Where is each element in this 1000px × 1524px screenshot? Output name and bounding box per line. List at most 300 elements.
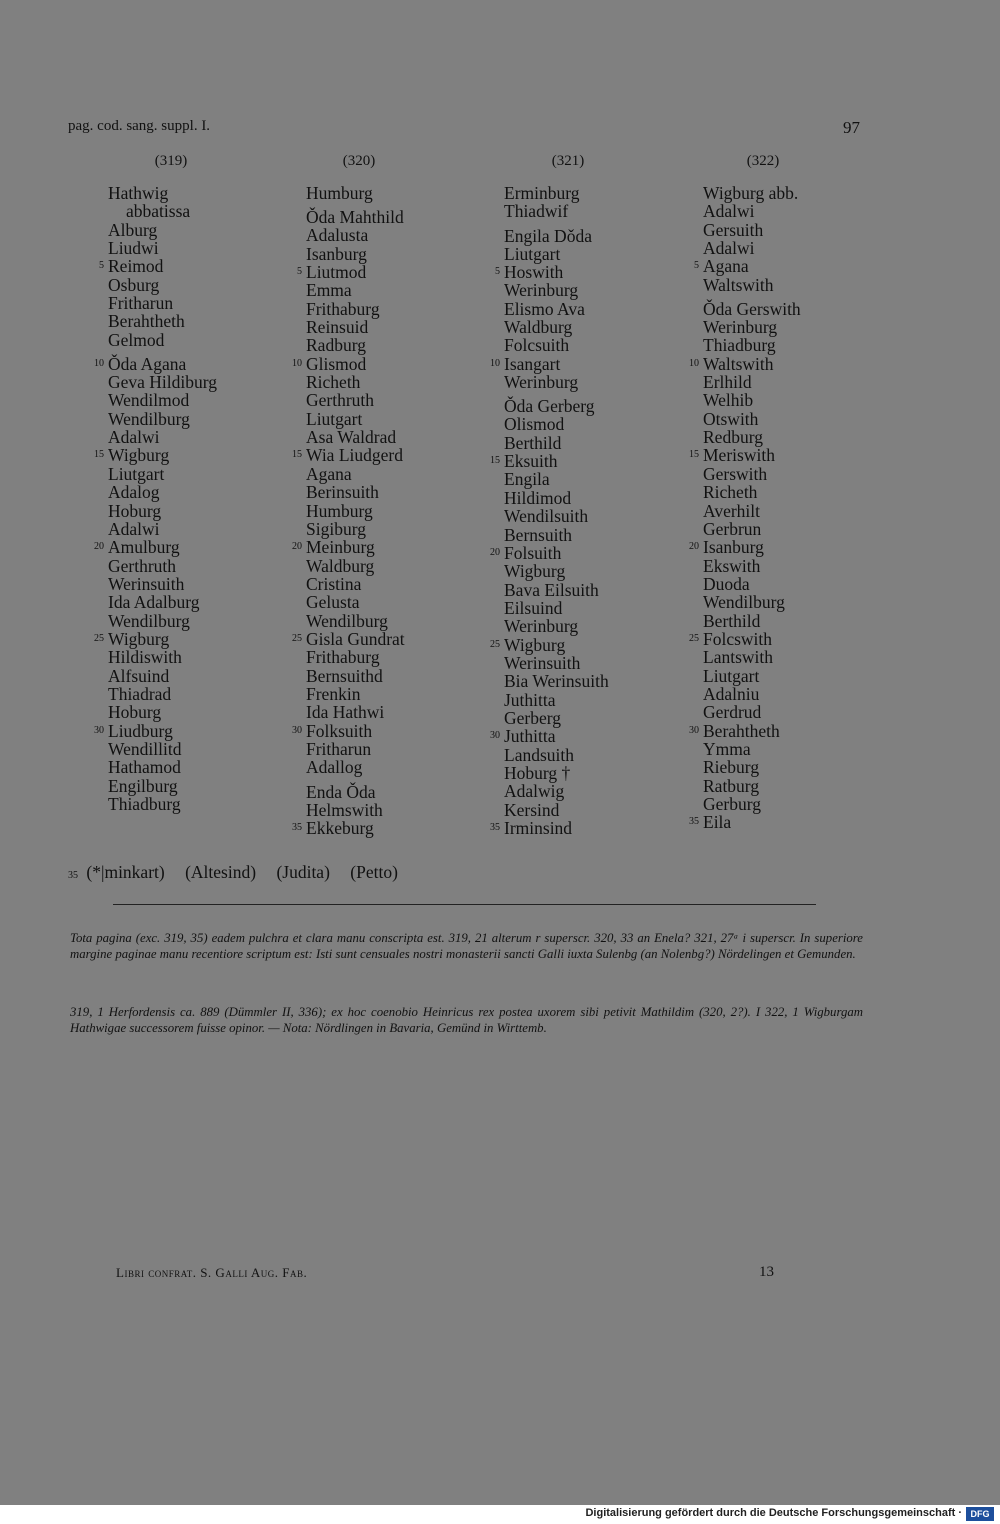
name-text: Enda Ǒda xyxy=(306,781,376,802)
name-text: Richeth xyxy=(306,372,361,393)
name-text: Amulburg xyxy=(108,537,180,558)
name-text: Werinburg xyxy=(504,372,579,393)
name-text: Lantswith xyxy=(703,647,773,668)
name-column xyxy=(292,183,506,838)
name-entry xyxy=(689,537,903,558)
line-number: 35 xyxy=(490,822,500,833)
name-text: Werinburg xyxy=(703,317,778,338)
name-entry xyxy=(504,245,704,263)
column-heading: (321) xyxy=(551,153,585,169)
name-text: Wendilburg xyxy=(108,610,190,631)
name-entry xyxy=(504,746,704,764)
name-entry xyxy=(495,262,704,283)
name-entry xyxy=(703,685,903,703)
name-entry xyxy=(703,758,903,776)
name-text: Frithaburg xyxy=(306,647,380,668)
name-text: Gerthruth xyxy=(108,555,177,576)
name-text: Hoburg xyxy=(108,500,162,521)
name-text: Osburg xyxy=(108,274,160,295)
line-number: 10 xyxy=(94,358,104,370)
footnote-2: 319, 1 Herfordensis ca. 889 (Dümmler II, 336); ex hoc coenobio Heinricus rex postea uxorem sibi petivit Mathildim (320, 2?). I 322, 1 Wigburgam Hathwigae successorem fuisse opinor. — Nota: Nördlingen in Bavaria, Gemünd in Wirttemb. xyxy=(70,1005,863,1035)
name-entry xyxy=(306,428,506,446)
name-entry xyxy=(306,391,506,409)
name-text: Folcswith xyxy=(703,628,773,649)
name-text: Ǒda Gerberg xyxy=(504,396,595,417)
name-entry xyxy=(504,373,704,391)
name-entry xyxy=(504,691,704,709)
name-text: Kersind xyxy=(504,799,560,820)
name-entry xyxy=(490,634,704,655)
name-entry xyxy=(108,612,308,630)
name-text: Wigburg xyxy=(108,628,170,649)
name-text: Wendilsuith xyxy=(504,506,589,527)
name-text: Ǒda Agana xyxy=(108,354,187,375)
name-text: Welhib xyxy=(703,390,754,411)
line-number: 25 xyxy=(94,632,104,644)
name-entry xyxy=(108,667,308,685)
name-text: Gerswith xyxy=(703,463,768,484)
name-text: Wia Liudgerd xyxy=(306,445,403,466)
name-entry xyxy=(306,483,506,501)
name-entry xyxy=(108,740,308,758)
name-text: Adallog xyxy=(306,757,363,778)
name-entry xyxy=(94,445,308,466)
line-number: 35 xyxy=(689,816,699,828)
name-entry xyxy=(490,726,704,747)
name-text: Frenkin xyxy=(306,683,361,704)
name-entry xyxy=(94,349,308,375)
name-text: Hildimod xyxy=(504,487,572,508)
column-heading: (320) xyxy=(342,153,376,169)
page-number: 97 xyxy=(843,118,860,137)
name-column xyxy=(94,183,308,814)
name-entry xyxy=(703,795,903,813)
name-text: Hildiswith xyxy=(108,647,182,668)
line-number: 25 xyxy=(689,632,699,644)
name-entry xyxy=(306,758,506,776)
name-text: Gelusta xyxy=(306,592,360,613)
name-entry xyxy=(703,520,903,538)
name-text: Ida Hathwi xyxy=(306,702,385,723)
name-text: Folcsuith xyxy=(504,335,570,356)
name-text: Liutgart xyxy=(108,463,165,484)
name-text: Ida Adalburg xyxy=(108,592,200,613)
name-text: Isanburg xyxy=(306,243,367,264)
name-text: Engila xyxy=(504,469,550,490)
name-entry xyxy=(703,575,903,593)
bottom-entry: (*|minkart) xyxy=(86,862,165,882)
name-entry xyxy=(306,318,506,336)
name-entry xyxy=(703,612,903,630)
name-text: Eilsuind xyxy=(504,597,563,618)
bottom-entry: (Altesind) xyxy=(185,862,257,882)
name-text: Wigburg xyxy=(504,561,566,582)
name-text: Adalniu xyxy=(703,683,760,704)
name-text: Thiadburg xyxy=(108,794,181,814)
name-entry xyxy=(504,581,704,599)
name-entry xyxy=(306,648,506,666)
name-entry xyxy=(306,667,506,685)
name-text: Humburg xyxy=(306,500,373,521)
name-entry xyxy=(108,520,308,538)
name-text: Liutgart xyxy=(306,408,363,429)
line-number: 15 xyxy=(689,449,699,461)
name-text: Werinburg xyxy=(504,280,579,301)
name-entry xyxy=(108,703,308,721)
name-entry xyxy=(703,667,903,685)
line-number: 30 xyxy=(490,730,500,742)
name-text: Engilburg xyxy=(108,775,178,796)
name-entry xyxy=(490,818,704,838)
name-entry xyxy=(292,445,506,466)
name-text: Isangart xyxy=(504,353,561,374)
name-text: Gelmod xyxy=(108,329,165,350)
name-text: Agana xyxy=(703,256,749,277)
name-text: Duoda xyxy=(703,573,750,594)
name-entry xyxy=(504,489,704,507)
name-entry xyxy=(490,353,704,374)
name-entry xyxy=(108,294,308,312)
line-number: 25 xyxy=(292,632,302,644)
name-text: Liudwi xyxy=(108,238,159,259)
name-entry xyxy=(703,336,903,354)
name-text: Berahtheth xyxy=(703,720,780,741)
name-entry xyxy=(703,465,903,483)
name-entry xyxy=(504,202,704,220)
name-entry xyxy=(108,593,308,611)
name-entry xyxy=(689,353,903,374)
name-entry xyxy=(297,262,506,283)
name-entry xyxy=(703,648,903,666)
name-text: Gerthruth xyxy=(306,390,375,411)
name-text: Geva Hildiburg xyxy=(108,372,218,393)
name-entry xyxy=(689,445,903,466)
name-text: Gerberg xyxy=(504,707,562,728)
name-entry xyxy=(306,465,506,483)
name-entry xyxy=(504,184,704,202)
name-entry xyxy=(108,391,308,409)
name-entry xyxy=(108,758,308,776)
name-text: Erminburg xyxy=(504,183,580,203)
line-number: 5 xyxy=(99,260,104,272)
line-number: 5 xyxy=(297,266,302,278)
name-column xyxy=(689,183,903,833)
dfg-logo-icon: DFG xyxy=(966,1507,994,1521)
name-entry xyxy=(108,557,308,575)
name-text: Ekswith xyxy=(703,555,761,576)
name-entry xyxy=(703,483,903,501)
bottom-entry: (Petto) xyxy=(350,862,398,882)
name-entry xyxy=(689,812,903,833)
footer-title: Libri confrat. S. Galli Aug. Fab. xyxy=(116,1265,308,1280)
name-entry xyxy=(108,465,308,483)
name-entry xyxy=(490,451,704,472)
name-text: Hoswith xyxy=(504,262,564,283)
name-text: Berthild xyxy=(703,610,761,631)
name-text: Wigburg xyxy=(504,634,566,655)
name-text: Werinsuith xyxy=(504,652,581,673)
running-header: pag. cod. sang. suppl. I. xyxy=(68,118,211,134)
name-text: Bernsuith xyxy=(504,524,573,545)
name-entry xyxy=(703,184,903,202)
name-text: Waltswith xyxy=(703,353,774,374)
name-text: Wigburg xyxy=(108,445,170,466)
name-text: Thiadburg xyxy=(703,335,776,356)
name-entry xyxy=(504,221,704,245)
name-text: Wendilburg xyxy=(703,592,785,613)
name-text: Werinsuith xyxy=(108,573,185,594)
name-entry xyxy=(504,281,704,299)
name-text: Liutgart xyxy=(504,243,561,264)
name-text: Adalusta xyxy=(306,225,369,246)
line-number: 35 xyxy=(68,870,78,881)
name-text: Adalog xyxy=(108,482,160,503)
name-entry xyxy=(108,575,308,593)
name-entry xyxy=(94,720,308,741)
name-text: Wendilburg xyxy=(108,408,190,429)
name-text: Meinburg xyxy=(306,537,375,558)
name-text: Engila Dǒda xyxy=(504,225,592,246)
name-text: Bernsuithd xyxy=(306,665,383,686)
dfg-banner xyxy=(0,1505,1000,1524)
name-text: Alburg xyxy=(108,219,158,240)
line-number: 20 xyxy=(490,546,500,558)
name-entry xyxy=(703,557,903,575)
name-text: Rieburg xyxy=(703,757,760,778)
name-entry xyxy=(108,483,308,501)
name-entry xyxy=(504,672,704,690)
name-entry xyxy=(108,410,308,428)
name-text: Berinsuith xyxy=(306,482,379,503)
name-entry xyxy=(292,353,506,374)
name-entry xyxy=(108,331,308,349)
name-entry xyxy=(504,318,704,336)
name-entry xyxy=(504,470,704,488)
name-text: Emma xyxy=(306,280,352,301)
name-entry xyxy=(306,520,506,538)
line-number: 20 xyxy=(94,541,104,553)
name-entry xyxy=(99,256,308,277)
name-text: Gerbrun xyxy=(703,518,762,539)
name-entry xyxy=(703,239,903,257)
name-text: Liutgart xyxy=(703,665,760,686)
name-text: Alfsuind xyxy=(108,665,170,686)
name-entry xyxy=(703,593,903,611)
name-text: Folksuith xyxy=(306,720,373,741)
name-text: Gerburg xyxy=(703,794,761,814)
name-text: Liudburg xyxy=(108,720,173,741)
name-text: Adalwig xyxy=(504,781,565,802)
name-text: Reimod xyxy=(108,256,164,277)
line-number: 30 xyxy=(689,724,699,736)
name-entry xyxy=(490,542,704,563)
column-heading: (319) xyxy=(154,153,188,169)
name-entry xyxy=(703,410,903,428)
name-text: Helmswith xyxy=(306,799,383,820)
name-entry xyxy=(108,312,308,330)
name-entry xyxy=(108,276,308,294)
line-number: 30 xyxy=(292,724,302,736)
name-entry xyxy=(504,391,704,415)
name-entry xyxy=(292,537,506,558)
name-text: Wendilmod xyxy=(108,390,190,411)
name-entry xyxy=(108,685,308,703)
name-entry xyxy=(703,276,903,294)
name-text: Richeth xyxy=(703,482,758,503)
name-text: Ekkeburg xyxy=(306,818,374,838)
name-entry xyxy=(306,801,506,819)
line-number: 15 xyxy=(292,449,302,461)
line-number: 20 xyxy=(689,541,699,553)
line-number: 10 xyxy=(689,357,699,369)
name-entry xyxy=(306,575,506,593)
name-entry xyxy=(703,777,903,795)
name-text: Ymma xyxy=(703,738,751,759)
dfg-text: Digitalisierung gefördert durch die Deutsche Forschungsgemeinschaft · xyxy=(585,1507,962,1519)
name-text: Cristina xyxy=(306,573,362,594)
name-entry xyxy=(306,226,506,244)
name-entry xyxy=(703,391,903,409)
name-entry xyxy=(292,720,506,741)
name-entry xyxy=(504,507,704,525)
name-text: Meriswith xyxy=(703,445,775,466)
line-number: 5 xyxy=(495,266,500,278)
name-text: Eila xyxy=(703,812,732,833)
name-entry xyxy=(504,434,704,452)
name-entry xyxy=(306,703,506,721)
name-text: Fritharun xyxy=(306,738,372,759)
name-entry xyxy=(504,415,704,433)
name-text: Isanburg xyxy=(703,537,764,558)
name-text: Erlhild xyxy=(703,372,752,393)
name-entry xyxy=(703,294,903,318)
name-entry xyxy=(703,318,903,336)
name-text: Sigiburg xyxy=(306,518,366,539)
name-entry xyxy=(504,782,704,800)
name-entry xyxy=(292,818,506,838)
name-text: Berthild xyxy=(504,432,562,453)
name-text: Averhilt xyxy=(703,500,761,521)
name-text: Eksuith xyxy=(504,451,558,472)
divider xyxy=(113,904,816,905)
name-text: Hathwig xyxy=(108,183,169,203)
name-text: Folsuith xyxy=(504,542,562,563)
name-text: abbatissa xyxy=(126,201,191,222)
name-entry xyxy=(306,410,506,428)
name-entry xyxy=(306,502,506,520)
name-entry xyxy=(306,184,506,202)
name-entry xyxy=(694,256,903,277)
footer-sheet-number: 13 xyxy=(759,1264,774,1280)
bottom-entry: (Judita) xyxy=(276,862,330,882)
name-entry xyxy=(306,202,506,226)
name-text: Ǒda Mahthild xyxy=(306,207,404,228)
name-entry xyxy=(306,740,506,758)
name-text: Gisla Gundrat xyxy=(306,628,405,649)
name-text: Waldburg xyxy=(306,555,375,576)
name-entry xyxy=(108,502,308,520)
name-text: Hoburg xyxy=(108,702,162,723)
name-text: Juthitta xyxy=(504,726,556,747)
name-entry xyxy=(108,648,308,666)
name-entry xyxy=(504,300,704,318)
name-entry xyxy=(689,720,903,741)
name-text: Landsuith xyxy=(504,744,574,765)
name-text: Berahtheth xyxy=(108,311,185,332)
name-column xyxy=(490,183,704,838)
name-text: Hoburg † xyxy=(504,762,571,783)
name-entry xyxy=(689,628,903,649)
name-text: Werinburg xyxy=(504,616,579,637)
name-entry xyxy=(504,617,704,635)
name-entry xyxy=(703,221,903,239)
name-entry xyxy=(306,373,506,391)
name-text: Radburg xyxy=(306,335,366,356)
name-entry xyxy=(703,428,903,446)
name-entry xyxy=(504,336,704,354)
name-entry xyxy=(306,300,506,318)
name-entry xyxy=(108,428,308,446)
name-entry xyxy=(504,709,704,727)
footnote-1: Tota pagina (exc. 319, 35) eadem pulchra et clara manu conscripta est. 319, 21 alterum r superscr. 320, 33 an Enela? 321, 27ᵃ i superscr. In superiore margine paginae manu recentiore scriptum est: Isti sunt censuales nostri monasterii sancti Galli iuxta Sulenbg (an Nolenbg?) Nördelingen et Gemunden. xyxy=(70,931,863,961)
line-number: 25 xyxy=(490,638,500,650)
name-entry xyxy=(504,801,704,819)
name-text: Gerdrud xyxy=(703,702,762,723)
line-number: 15 xyxy=(94,449,104,461)
name-entry xyxy=(108,239,308,257)
name-entry xyxy=(94,537,308,558)
line-number: 10 xyxy=(292,357,302,369)
name-entry xyxy=(94,628,308,649)
line-number: 35 xyxy=(292,822,302,833)
name-text: Adalwi xyxy=(703,238,755,259)
name-entry xyxy=(703,202,903,220)
name-text: Glismod xyxy=(306,353,367,374)
name-entry xyxy=(306,281,506,299)
name-text: Ratburg xyxy=(703,775,760,796)
name-text: Fritharun xyxy=(108,293,174,314)
name-text: Liutmod xyxy=(306,262,367,283)
name-text: Humburg xyxy=(306,183,373,203)
name-entry xyxy=(703,740,903,758)
name-text: Bava Eilsuith xyxy=(504,579,599,600)
name-entry xyxy=(703,373,903,391)
name-text: Ǒda Gerswith xyxy=(703,299,801,320)
name-entry xyxy=(108,373,308,391)
name-entry xyxy=(703,502,903,520)
name-text: Adalwi xyxy=(108,518,160,539)
name-text: Juthitta xyxy=(504,689,556,710)
name-entry xyxy=(108,795,308,813)
name-entry xyxy=(108,777,308,795)
name-entry xyxy=(504,654,704,672)
name-entry xyxy=(292,628,506,649)
name-text: Bia Werinsuith xyxy=(504,671,609,692)
name-text: Wendilburg xyxy=(306,610,388,631)
name-text: Redburg xyxy=(703,427,763,448)
name-text: Hathamod xyxy=(108,757,181,778)
name-text: Thiadrad xyxy=(108,683,172,704)
line-number: 20 xyxy=(292,541,302,553)
name-entry xyxy=(108,221,308,239)
name-entry xyxy=(306,245,506,263)
name-text: Wigburg abb. xyxy=(703,183,799,203)
name-text: Elismo Ava xyxy=(504,298,585,319)
line-number: 15 xyxy=(490,455,500,467)
column-heading: (322) xyxy=(746,153,780,169)
name-text: Adalwi xyxy=(108,427,160,448)
name-entry xyxy=(504,526,704,544)
